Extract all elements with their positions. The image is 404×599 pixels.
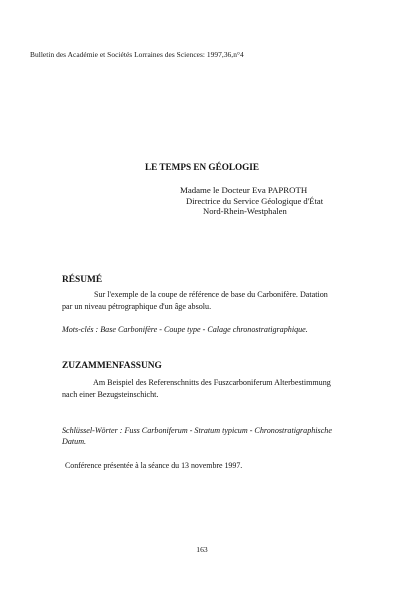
zusammenfassung-keywords-line-2: Datum.: [62, 437, 87, 446]
zusammenfassung-text-line-1: Am Beispiel des Referenschnitts des Fuszcarboniferum Alterbestimmung: [93, 378, 331, 387]
resume-heading: RÉSUMÉ: [62, 275, 103, 285]
resume-keywords: Mots-clés : Base Carbonifère - Coupe type - Calage chronostratigraphique.: [62, 325, 308, 334]
resume-text-line-1: Sur l'exemple de la coupe de référence de base du Carbonifère. Datation: [94, 290, 328, 299]
zusammenfassung-heading: ZUZAMMENFASSUNG: [62, 361, 162, 371]
zusammenfassung-text-line-2: nach einer Bezugsteinschicht.: [62, 390, 159, 399]
conference-note: Conférence présentée à la séance du 13 novembre 1997.: [65, 461, 243, 470]
zusammenfassung-keywords-line-1: Schlüssel-Wörter : Fuss Carboniferum - Stratum typicum - Chronostratigraphische: [62, 426, 332, 435]
affiliation-line-1: Directrice du Service Géologique d'État: [186, 196, 324, 206]
article-title: LE TEMPS EN GÉOLOGIE: [145, 162, 259, 172]
author-name: Madame le Docteur Eva PAPROTH: [180, 185, 308, 195]
affiliation-line-2: Nord-Rhein-Westphalen: [203, 206, 287, 216]
page-number: 163: [196, 545, 208, 554]
journal-header: Bulletin des Académie et Sociétés Lorraines des Sciences: 1997,36,n°4: [30, 50, 244, 59]
resume-text-line-2: par un niveau pétrographique d'un âge absolu.: [62, 302, 212, 311]
